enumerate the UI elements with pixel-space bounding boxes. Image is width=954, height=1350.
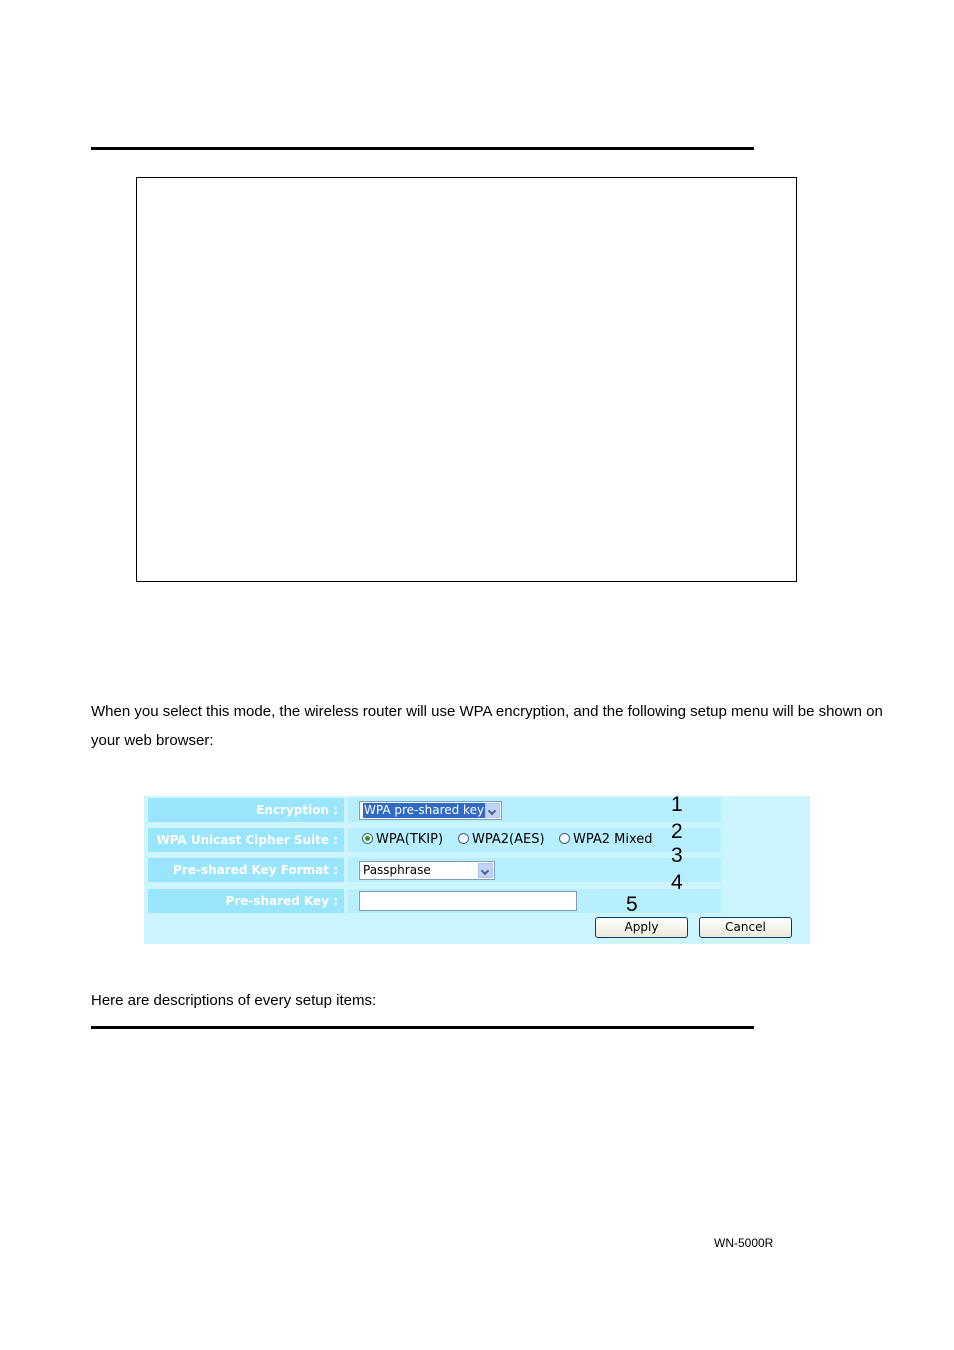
- radio-wpa2-aes[interactable]: WPA2(AES): [458, 832, 545, 847]
- key-format-select[interactable]: [359, 861, 495, 880]
- cipher-suite-label: WPA Unicast Cipher Suite :: [148, 828, 344, 852]
- intro-text: When you select this mode, the wireless router will use WPA encryption, and the following setup menu will be shown on your web browser:: [91, 703, 883, 749]
- radio-unchecked-icon[interactable]: [458, 833, 469, 844]
- radio-unchecked-icon[interactable]: [559, 833, 570, 844]
- callout-2: 2: [671, 820, 683, 843]
- descriptions-heading: Here are descriptions of every setup items:: [91, 992, 377, 1009]
- chevron-down-icon[interactable]: [485, 803, 500, 818]
- radio-wpa2-mixed[interactable]: WPA2 Mixed: [559, 832, 653, 847]
- top-divider: [91, 147, 754, 150]
- key-format-row: [148, 858, 721, 882]
- cancel-button[interactable]: Cancel: [699, 917, 792, 938]
- footer-model: WN-5000R: [714, 1236, 774, 1250]
- key-format-label: Pre-shared Key Format :: [148, 858, 344, 882]
- wpa-settings-panel: [144, 793, 810, 944]
- chevron-down-icon[interactable]: [478, 863, 493, 878]
- cipher-suite-row: [148, 828, 721, 852]
- encryption-select[interactable]: [359, 801, 502, 820]
- pre-shared-key-label: Pre-shared Key :: [148, 889, 344, 913]
- encryption-row: [148, 798, 721, 822]
- encryption-selected-value: WPA pre-shared key: [364, 803, 485, 817]
- callout-3: 3: [671, 844, 683, 867]
- empty-image-frame: [136, 177, 797, 582]
- key-format-selected-value: Passphrase: [363, 863, 431, 877]
- callout-4: 4: [671, 871, 683, 894]
- callout-1: 1: [671, 793, 683, 816]
- radio-wpa-tkip[interactable]: WPA(TKIP): [362, 832, 443, 847]
- pre-shared-key-input[interactable]: [359, 891, 577, 911]
- radio-checked-icon[interactable]: [362, 833, 373, 844]
- encryption-label: Encryption :: [148, 798, 344, 822]
- bottom-divider: [91, 1026, 754, 1029]
- callout-5: 5: [626, 893, 638, 916]
- apply-button[interactable]: Apply: [595, 917, 688, 938]
- intro-paragraph: [91, 697, 891, 755]
